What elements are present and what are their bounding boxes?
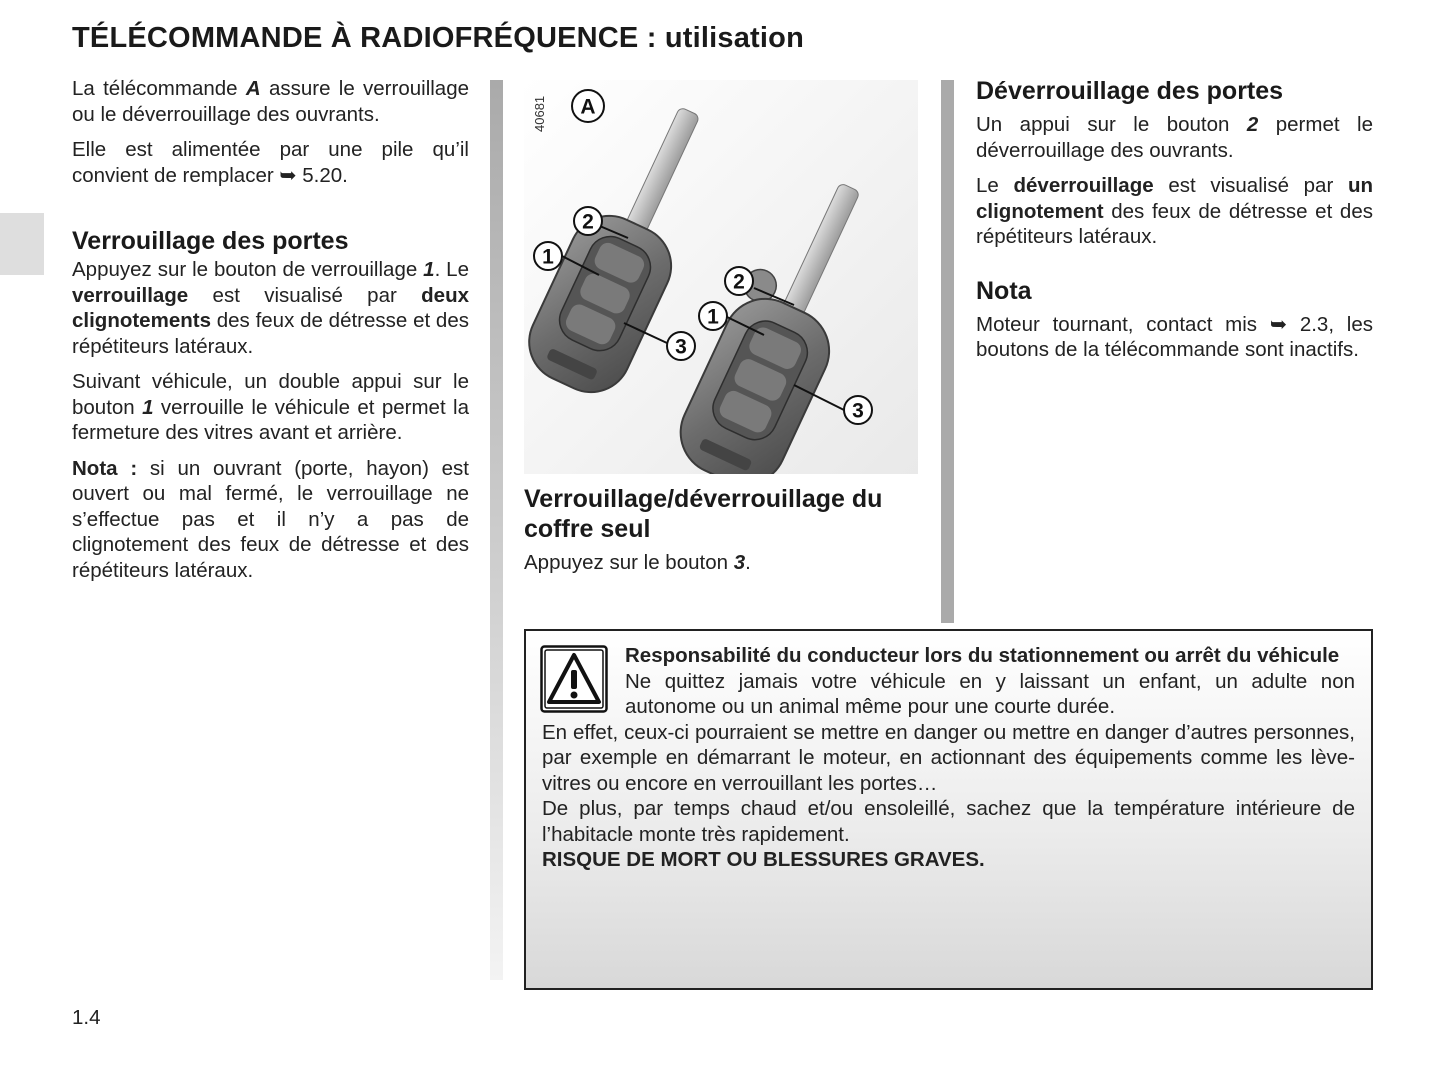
battery-paragraph: Elle est alimentée par une pile qu’il convient de remplacer ➥ 5.20. [72,138,469,187]
callout-3: 3 [852,399,864,423]
chapter-tab [0,213,44,275]
reference-arrow-icon: ➥ [279,163,297,187]
callout-1: 1 [542,245,554,269]
lock-heading: Verrouillage des portes [72,227,349,255]
column-divider [941,80,954,623]
double-press-paragraph: Suivant véhicule, un double appui sur le bouton 1 verrouille le véhicule et permet la fermeture des vitres avant et arrière. [72,370,469,444]
middle-column [524,484,924,586]
reference-arrow-icon: ➥ [1269,312,1288,336]
warning-title: Responsabilité du conducteur lors du stationnement ou arrêt du véhicule [625,644,1340,667]
callout-1: 1 [707,305,719,329]
page-number: 1.4 [72,1006,101,1029]
warning-header [542,643,1355,720]
warning-triangle-icon [540,645,608,713]
callout-3: 3 [675,335,687,359]
trunk-heading: Verrouillage/déverrouillage du coffre seul [524,485,883,543]
figure-label: A [580,95,596,119]
remote-key-illustration [524,80,918,474]
unlock-paragraph: Un appui sur le bouton 2 permet le déverrouillage des ouvrants. [976,113,1373,162]
warning-emphasis: RISQUE DE MORT OU BLESSURES GRAVES. [542,848,985,871]
figure-code: 40681 [532,95,547,132]
left-column [72,76,469,593]
nota-paragraph: Nota : si un ouvrant (porte, hayon) est ouvert ou mal fermé, le verrouillage ne s’effectue pas et il n’y a pas de clignotement des feux de détresse et des répétiteurs latéraux. [72,456,470,582]
page-title: TÉLÉCOMMANDE À RADIOFRÉQUENCE : utilisation [72,22,804,54]
trunk-paragraph: Appuyez sur le bouton 3. [524,551,751,574]
nota-text: Moteur tournant, contact mis ➥ 2.3, les boutons de la télécommande sont inactifs. [976,312,1373,361]
warning-paragraph: En effet, ceux-ci pourraient se mettre en danger ou mettre en danger d’autres personnes, par exemple en démarrant le moteur, en actionnant des équipements comme les lève-vitres ou encore en verrouillant les portes… [542,720,1355,795]
warning-box [524,629,1373,990]
column-divider [490,80,503,980]
unlock-heading: Déverrouillage des portes [976,77,1284,105]
warning-body [542,720,1355,873]
right-column [976,76,1373,373]
unlock-signal-paragraph: Le déverrouillage est visualisé par un clignotement des feux de détresse et des répétiteurs latéraux. [976,174,1374,248]
intro-paragraph: La télécommande A assure le verrouillage ou le déverrouillage des ouvrants. [72,77,470,126]
callout-2: 2 [582,210,594,234]
warning-paragraph: De plus, par temps chaud et/ou ensoleillé, sachez que la température intérieure de l’habitacle monte très rapidement. [542,797,1355,846]
nota-heading: Nota [976,276,1032,305]
warning-paragraph: Ne quittez jamais votre véhicule en y laissant un enfant, un adulte non autonome ou un animal même pour une courte durée. [625,669,1355,718]
lock-paragraph: Appuyez sur le bouton de verrouillage 1. Le verrouillage est visualisé par deux clignotements des feux de détresse et des répétiteurs latéraux. [72,258,469,358]
callout-2: 2 [733,270,745,294]
